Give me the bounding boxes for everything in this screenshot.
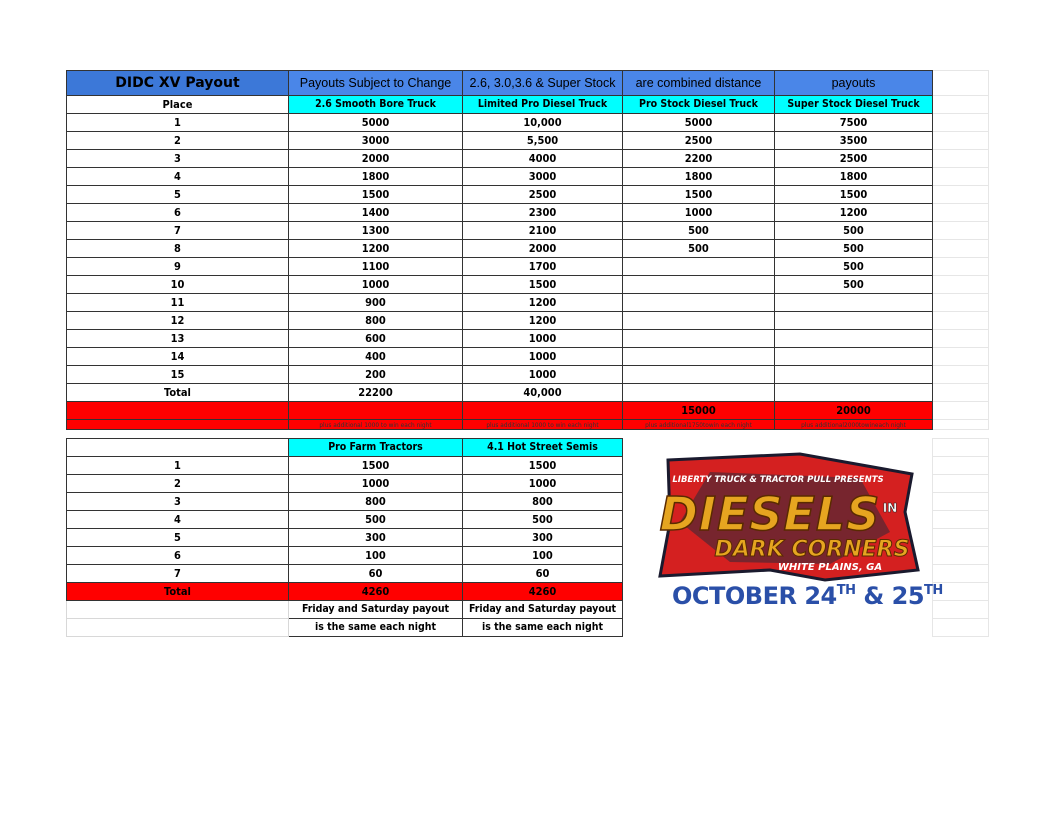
payout-cell[interactable]: 40,000 [463, 384, 623, 402]
total-value[interactable]: 4260 [463, 583, 623, 601]
table-row [67, 222, 989, 240]
payout-cell[interactable] [775, 330, 933, 348]
empty-cell[interactable] [933, 276, 989, 294]
class-header[interactable]: Pro Farm Tractors [289, 439, 463, 457]
empty-cell[interactable] [933, 114, 989, 132]
place-cell[interactable]: 3 [67, 493, 289, 511]
payout-cell[interactable]: 500 [623, 240, 775, 258]
total-value[interactable]: 4260 [289, 583, 463, 601]
class-header-row [67, 96, 989, 114]
payout-cell[interactable]: 1000 [463, 366, 623, 384]
empty-cell[interactable] [933, 402, 989, 420]
place-cell[interactable]: Total [67, 384, 289, 402]
place-cell[interactable]: 7 [67, 565, 289, 583]
payout-cell[interactable]: 800 [463, 493, 623, 511]
payout-cell[interactable]: 3000 [289, 132, 463, 150]
payout-cell[interactable]: 3500 [775, 132, 933, 150]
place-cell[interactable]: 3 [67, 150, 289, 168]
empty-cell[interactable] [933, 619, 989, 637]
super-stock-total[interactable]: 20000 [775, 402, 933, 420]
table-row [67, 294, 989, 312]
table-row [67, 366, 989, 384]
payout-cell[interactable]: 500 [463, 511, 623, 529]
place-cell[interactable]: 7 [67, 222, 289, 240]
empty-cell[interactable] [933, 439, 989, 457]
payout-cell[interactable] [623, 366, 775, 384]
payout-cell[interactable]: 200 [289, 366, 463, 384]
payout-note[interactable]: is the same each night [463, 619, 623, 637]
empty-cell[interactable] [933, 186, 989, 204]
place-cell[interactable]: 1 [67, 114, 289, 132]
payout-cell[interactable]: 5000 [623, 114, 775, 132]
payout-cell[interactable] [775, 384, 933, 402]
empty-cell[interactable] [933, 258, 989, 276]
header-cell[interactable]: are combined distance [623, 71, 775, 96]
date-day2: 25 [891, 582, 925, 610]
date-month: OCTOBER [672, 582, 797, 610]
payout-cell[interactable] [623, 312, 775, 330]
header-cell[interactable]: 2.6, 3.0,3.6 & Super Stock [463, 71, 623, 96]
payout-cell[interactable]: 800 [289, 312, 463, 330]
class-header[interactable]: Limited Pro Diesel Truck [463, 96, 623, 114]
payout-cell[interactable]: 2500 [463, 186, 623, 204]
table-row [67, 258, 989, 276]
payout-cell[interactable] [775, 366, 933, 384]
class-header[interactable]: Pro Stock Diesel Truck [623, 96, 775, 114]
empty-cell[interactable] [775, 619, 933, 637]
payout-cell[interactable]: 500 [775, 276, 933, 294]
place-cell[interactable]: 8 [67, 240, 289, 258]
payout-cell[interactable]: 2300 [463, 204, 623, 222]
payout-cell[interactable]: 1700 [463, 258, 623, 276]
payout-cell[interactable] [623, 348, 775, 366]
payout-cell[interactable]: 2000 [289, 150, 463, 168]
place-label[interactable]: Place [67, 96, 289, 114]
payout-cell[interactable]: 500 [623, 222, 775, 240]
payout-cell[interactable] [623, 384, 775, 402]
place-cell[interactable]: 4 [67, 168, 289, 186]
logo-diesels-text: DIESELS [659, 487, 881, 541]
payout-cell[interactable]: 1500 [463, 276, 623, 294]
payout-cell[interactable]: 1300 [289, 222, 463, 240]
payout-cell[interactable]: 1000 [463, 330, 623, 348]
payout-cell[interactable]: 100 [463, 547, 623, 565]
payout-cell[interactable] [775, 294, 933, 312]
table-row [67, 348, 989, 366]
empty-cell[interactable] [933, 312, 989, 330]
payout-cell[interactable]: 1000 [463, 348, 623, 366]
payout-cell[interactable]: 500 [775, 222, 933, 240]
total-label[interactable]: Total [67, 583, 289, 601]
payout-cell[interactable] [775, 348, 933, 366]
payout-cell[interactable]: 2500 [775, 150, 933, 168]
payout-cell[interactable]: 2000 [463, 240, 623, 258]
payout-cell[interactable]: 22200 [289, 384, 463, 402]
empty-cell[interactable] [933, 168, 989, 186]
red-cell[interactable] [67, 402, 289, 420]
payout-cell[interactable]: 1500 [289, 457, 463, 475]
place-cell[interactable]: 2 [67, 132, 289, 150]
red-cell[interactable] [67, 420, 289, 430]
empty-cell[interactable] [623, 619, 775, 637]
payout-cell[interactable]: 600 [289, 330, 463, 348]
empty-cell[interactable] [933, 330, 989, 348]
empty-cell[interactable] [67, 601, 289, 619]
place-cell[interactable]: 1 [67, 457, 289, 475]
table-row [67, 114, 989, 132]
logo-location-text: WHITE PLAINS, GA [777, 562, 883, 573]
payout-cell[interactable]: 1200 [463, 294, 623, 312]
date-suffix: TH [836, 583, 856, 598]
payout-cell[interactable]: 2100 [463, 222, 623, 240]
payout-cell[interactable]: 5000 [289, 114, 463, 132]
bonus-note[interactable]: plus additional1750towin each night [623, 420, 775, 430]
payout-cell[interactable]: 3000 [463, 168, 623, 186]
place-cell[interactable]: 9 [67, 258, 289, 276]
payout-cell[interactable]: 800 [289, 493, 463, 511]
empty-cell[interactable] [67, 619, 289, 637]
table-row [67, 384, 989, 402]
payout-note[interactable]: is the same each night [289, 619, 463, 637]
place-cell[interactable]: 6 [67, 547, 289, 565]
note-row [67, 619, 989, 637]
bonus-note[interactable]: plus additional 1000 to win each night [289, 420, 463, 430]
header-row [67, 71, 989, 96]
pro-stock-total[interactable]: 15000 [623, 402, 775, 420]
place-cell[interactable]: 14 [67, 348, 289, 366]
place-cell[interactable]: 6 [67, 204, 289, 222]
logo-presents-text: LIBERTY TRUCK & TRACTOR PULL PRESENTS [672, 475, 884, 485]
empty-cell[interactable] [933, 565, 989, 583]
place-cell[interactable]: 12 [67, 312, 289, 330]
payout-note[interactable]: Friday and Saturday payout [463, 601, 623, 619]
payout-note[interactable]: Friday and Saturday payout [289, 601, 463, 619]
header-cell[interactable]: payouts [775, 71, 933, 96]
payout-cell[interactable] [775, 312, 933, 330]
payout-cell[interactable]: 2200 [623, 150, 775, 168]
place-cell[interactable]: 5 [67, 529, 289, 547]
payout-cell[interactable] [623, 258, 775, 276]
date-suffix: TH [924, 583, 943, 598]
payout-cell[interactable]: 400 [289, 348, 463, 366]
payout-cell[interactable]: 4000 [463, 150, 623, 168]
place-cell[interactable]: 10 [67, 276, 289, 294]
payout-cell[interactable]: 1500 [289, 186, 463, 204]
payout-cell[interactable]: 60 [289, 565, 463, 583]
table-row [67, 168, 989, 186]
empty-cell[interactable] [933, 132, 989, 150]
payout-cell[interactable]: 300 [463, 529, 623, 547]
payout-cell[interactable]: 500 [289, 511, 463, 529]
payout-table [66, 70, 989, 430]
empty-cell[interactable] [933, 240, 989, 258]
place-cell[interactable]: 13 [67, 330, 289, 348]
empty-cell[interactable] [933, 294, 989, 312]
payout-cell[interactable]: 1800 [289, 168, 463, 186]
payout-cell[interactable]: 500 [775, 240, 933, 258]
bonus-note[interactable]: plus additional 1000 to win each night [463, 420, 623, 430]
payout-cell[interactable] [623, 276, 775, 294]
payout-cell[interactable]: 100 [289, 547, 463, 565]
payout-cell[interactable]: 1200 [463, 312, 623, 330]
payout-cell[interactable]: 10,000 [463, 114, 623, 132]
notes-row [67, 420, 989, 430]
payout-cell[interactable]: 1000 [289, 276, 463, 294]
payout-cell[interactable]: 1400 [289, 204, 463, 222]
empty-cell[interactable] [933, 547, 989, 565]
payout-cell[interactable]: 1100 [289, 258, 463, 276]
date-amp: & [863, 582, 884, 610]
empty-cell[interactable] [933, 511, 989, 529]
table-row [67, 330, 989, 348]
place-cell[interactable]: 15 [67, 366, 289, 384]
payout-cell[interactable]: 1000 [463, 475, 623, 493]
empty-cell[interactable] [67, 439, 289, 457]
empty-cell[interactable] [933, 457, 989, 475]
table-row [67, 276, 989, 294]
red-cell[interactable] [289, 402, 463, 420]
payout-cell[interactable]: 1500 [623, 186, 775, 204]
payout-cell[interactable]: 500 [775, 258, 933, 276]
payout-cell[interactable]: 1800 [775, 168, 933, 186]
payout-cell[interactable]: 5,500 [463, 132, 623, 150]
empty-cell[interactable] [933, 384, 989, 402]
empty-cell[interactable] [933, 96, 989, 114]
table-row [67, 204, 989, 222]
class-header[interactable]: 2.6 Smooth Bore Truck [289, 96, 463, 114]
red-cell[interactable] [463, 402, 623, 420]
table-row [67, 150, 989, 168]
payout-cell[interactable]: 1800 [623, 168, 775, 186]
class-header[interactable]: 4.1 Hot Street Semis [463, 439, 623, 457]
place-cell[interactable]: 2 [67, 475, 289, 493]
empty-cell[interactable] [933, 475, 989, 493]
place-cell[interactable]: 5 [67, 186, 289, 204]
header-cell[interactable]: Payouts Subject to Change [289, 71, 463, 96]
payout-cell[interactable] [623, 330, 775, 348]
place-cell[interactable]: 11 [67, 294, 289, 312]
payout-cell[interactable]: 2500 [623, 132, 775, 150]
payout-cell[interactable]: 1500 [775, 186, 933, 204]
payout-cell[interactable]: 1200 [289, 240, 463, 258]
empty-cell[interactable] [933, 222, 989, 240]
payout-cell[interactable]: 900 [289, 294, 463, 312]
table-row [67, 186, 989, 204]
empty-cell[interactable] [933, 529, 989, 547]
empty-cell[interactable] [933, 204, 989, 222]
class-header[interactable]: Super Stock Diesel Truck [775, 96, 933, 114]
payout-cell[interactable]: 1000 [289, 475, 463, 493]
place-cell[interactable]: 4 [67, 511, 289, 529]
table-row [67, 240, 989, 258]
payout-cell[interactable]: 1000 [623, 204, 775, 222]
red-row [67, 402, 989, 420]
payout-cell[interactable] [623, 294, 775, 312]
empty-cell[interactable] [933, 150, 989, 168]
table-row [67, 312, 989, 330]
logo-dark-corners-text: DARK CORNERS [714, 537, 910, 562]
event-date [672, 582, 943, 610]
empty-cell[interactable] [933, 71, 989, 96]
empty-cell[interactable] [933, 366, 989, 384]
table-row [67, 132, 989, 150]
payout-cell[interactable]: 1500 [463, 457, 623, 475]
payout-cell[interactable]: 60 [463, 565, 623, 583]
logo-in-text: IN [882, 501, 898, 515]
payout-cell[interactable]: 1200 [775, 204, 933, 222]
empty-cell[interactable] [933, 493, 989, 511]
empty-cell[interactable] [933, 420, 989, 430]
payout-cell[interactable]: 300 [289, 529, 463, 547]
empty-cell[interactable] [933, 348, 989, 366]
bonus-note[interactable]: plus additional2000towineach night [775, 420, 933, 430]
payout-cell[interactable]: 7500 [775, 114, 933, 132]
sheet-title[interactable]: DIDC XV Payout [67, 71, 289, 96]
date-day1: 24 [804, 582, 837, 610]
